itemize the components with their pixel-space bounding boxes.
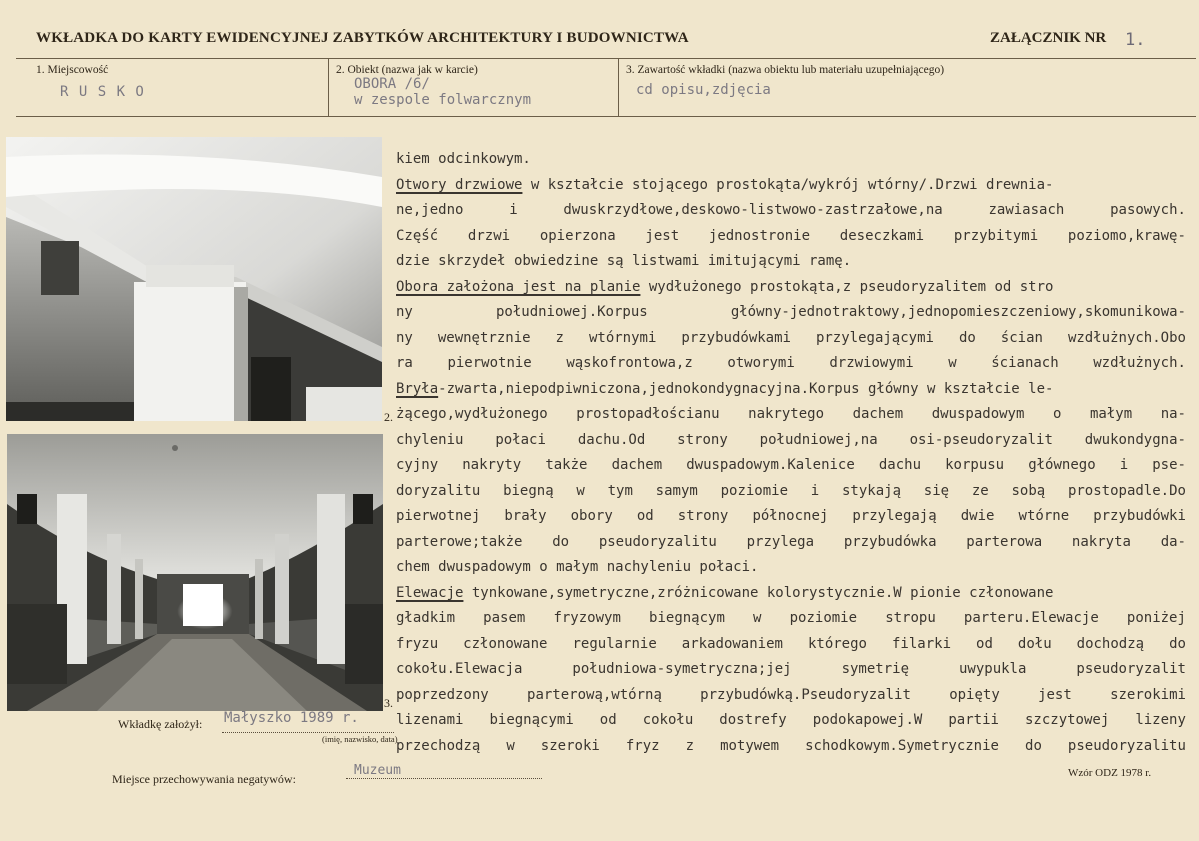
text-line: ny południowej.Korpus główny-jednotraktowy,jednopomieszczeniowy,skomunikowa- xyxy=(396,304,1186,320)
text-line: dzie skrzydeł obwiedzine są listwami imitującymi ramę. xyxy=(396,253,852,269)
form-pattern: Wzór ODZ 1978 r. xyxy=(1068,767,1152,779)
author-value: Małyszko 1989 r. xyxy=(224,710,359,726)
section-heading: Obora założona jest na planie xyxy=(396,278,641,295)
object-value-complex: w zespole folwarcznym xyxy=(354,92,532,108)
text-line: doryzalitu biegną w tym samym poziomie i stykają się ze sobą prostopadle.Do xyxy=(396,482,1186,499)
section-heading: Elewacje xyxy=(396,584,464,601)
text-line: cyjny nakryty także dachem dwuspadowym.Kalenice dachu korpusu głównego i pse- xyxy=(396,457,1186,473)
photo-barn-corridor xyxy=(7,434,383,711)
text-line xyxy=(396,377,1186,403)
negatives-label: Miejsce przechowywania negatywów: xyxy=(112,772,296,786)
text-line: żącego,wydłużonego prostopadłościanu nakrytego dachem dwuspadowym o małym na- xyxy=(396,406,1186,422)
negatives-value: Muzeum xyxy=(354,763,401,778)
object-value: OBORA /6/ xyxy=(354,76,430,92)
author-label: Wkładkę założył: xyxy=(118,717,203,731)
author-caption: (imię, nazwisko, data) xyxy=(322,734,398,744)
locality-label: 1. Miejscowość xyxy=(36,64,109,76)
text-line xyxy=(396,581,1186,607)
text-line: poprzedzony parterową,wtórną przybudówką.Pseudoryzalit opięty jest szerokimi xyxy=(396,686,1186,703)
author-dotline xyxy=(222,731,394,733)
text-line: przechodzą w szeroki fryz z motywem schodkowym.Symetrycznie do pseudoryzalitu xyxy=(396,737,1186,754)
description-text xyxy=(396,147,1186,759)
content-label: 3. Zawartość wkładki (nazwa obiektu lub materiału uzupełniającego) xyxy=(626,64,945,76)
text-line-rest: -zwarta,niepodpiwniczona,jednokondygnacyjna.Korpus główny w kształcie le- xyxy=(438,380,1054,397)
text-line: cokołu.Elewacja południowa-symetryczna;jej symetrię uwypukla pseudoryzalit xyxy=(396,661,1186,677)
annex-label: ZAŁĄCZNIK NR xyxy=(990,30,1107,46)
fields-rule xyxy=(16,116,1196,117)
field-divider xyxy=(328,58,329,116)
text-line: ra pierwotnie wąskofrontowa,z otworymi drzwiowymi w ścianach wzdłużnych. xyxy=(396,355,1186,371)
text-line xyxy=(396,275,1186,301)
text-line: chem dwuspadowym o małym nachyleniu połaci. xyxy=(396,559,759,575)
annex-number: 1. xyxy=(1125,30,1146,50)
text-line-rest: tynkowane,symetryczne,zróżnicowane kolorystycznie.W pionie członowane xyxy=(463,584,1054,601)
object-label: 2. Obiekt (nazwa jak w karcie) xyxy=(336,64,478,76)
header-rule xyxy=(16,58,1196,59)
locality-value: R U S K O xyxy=(60,84,145,100)
photo-number-2: 2. xyxy=(384,410,393,424)
section-heading: Bryła xyxy=(396,380,439,397)
photo-number-3: 3. xyxy=(384,696,393,710)
text-line xyxy=(396,173,1186,199)
text-line-rest: wydłużonego prostokąta,z pseudoryzalitem od stro xyxy=(640,278,1054,295)
content-value: cd opisu,zdjęcia xyxy=(636,82,771,98)
text-line: chyleniu połaci dachu.Od strony południowej,na osi-pseudoryzalit dwukondygna- xyxy=(396,431,1186,448)
text-line: pierwotnej brały obory od strony północnej przylegają dwie wtórne przybudówki xyxy=(396,508,1186,524)
text-line: ny wewnętrznie z wtórnymi przybudówkami przylegającymi do ścian wzdłużnych.Obo xyxy=(396,329,1186,346)
text-line: lizenami biegnącymi od cokołu dostrefy podokapowej.W partii szczytowej lizeny xyxy=(396,712,1186,728)
text-line: ne,jedno i dwuskrzydłowe,deskowo-listwowo-zastrzałowe,na zawiasach pasowych. xyxy=(396,202,1186,218)
text-line: kiem odcinkowym. xyxy=(396,151,531,167)
field-divider xyxy=(618,58,619,116)
text-line-rest: w kształcie stojącego prostokąta/wykrój wtórny/.Drzwi drewnia- xyxy=(522,176,1054,193)
text-line: parterowe;także do pseudoryzalitu przylega przybudówka parterowa nakryta da- xyxy=(396,533,1186,550)
text-line: Część drzwi opierzona jest jednostronie deseczkami przybitymi poziomo,krawę- xyxy=(396,227,1186,244)
text-line: gładkim pasem fryzowym biegnącym w poziomie stropu parteru.Elewacje poniżej xyxy=(396,610,1186,626)
photo-ceiling-pillar xyxy=(6,137,382,421)
section-heading: Otwory drzwiowe xyxy=(396,176,523,193)
text-line: fryzu członowane regularnie arkadowaniem którego filarki od dołu dochodzą do xyxy=(396,635,1186,652)
card-title: WKŁADKA DO KARTY EWIDENCYJNEJ ZABYTKÓW ARCHITEKTURY I BUDOWNICTWA xyxy=(36,30,689,46)
